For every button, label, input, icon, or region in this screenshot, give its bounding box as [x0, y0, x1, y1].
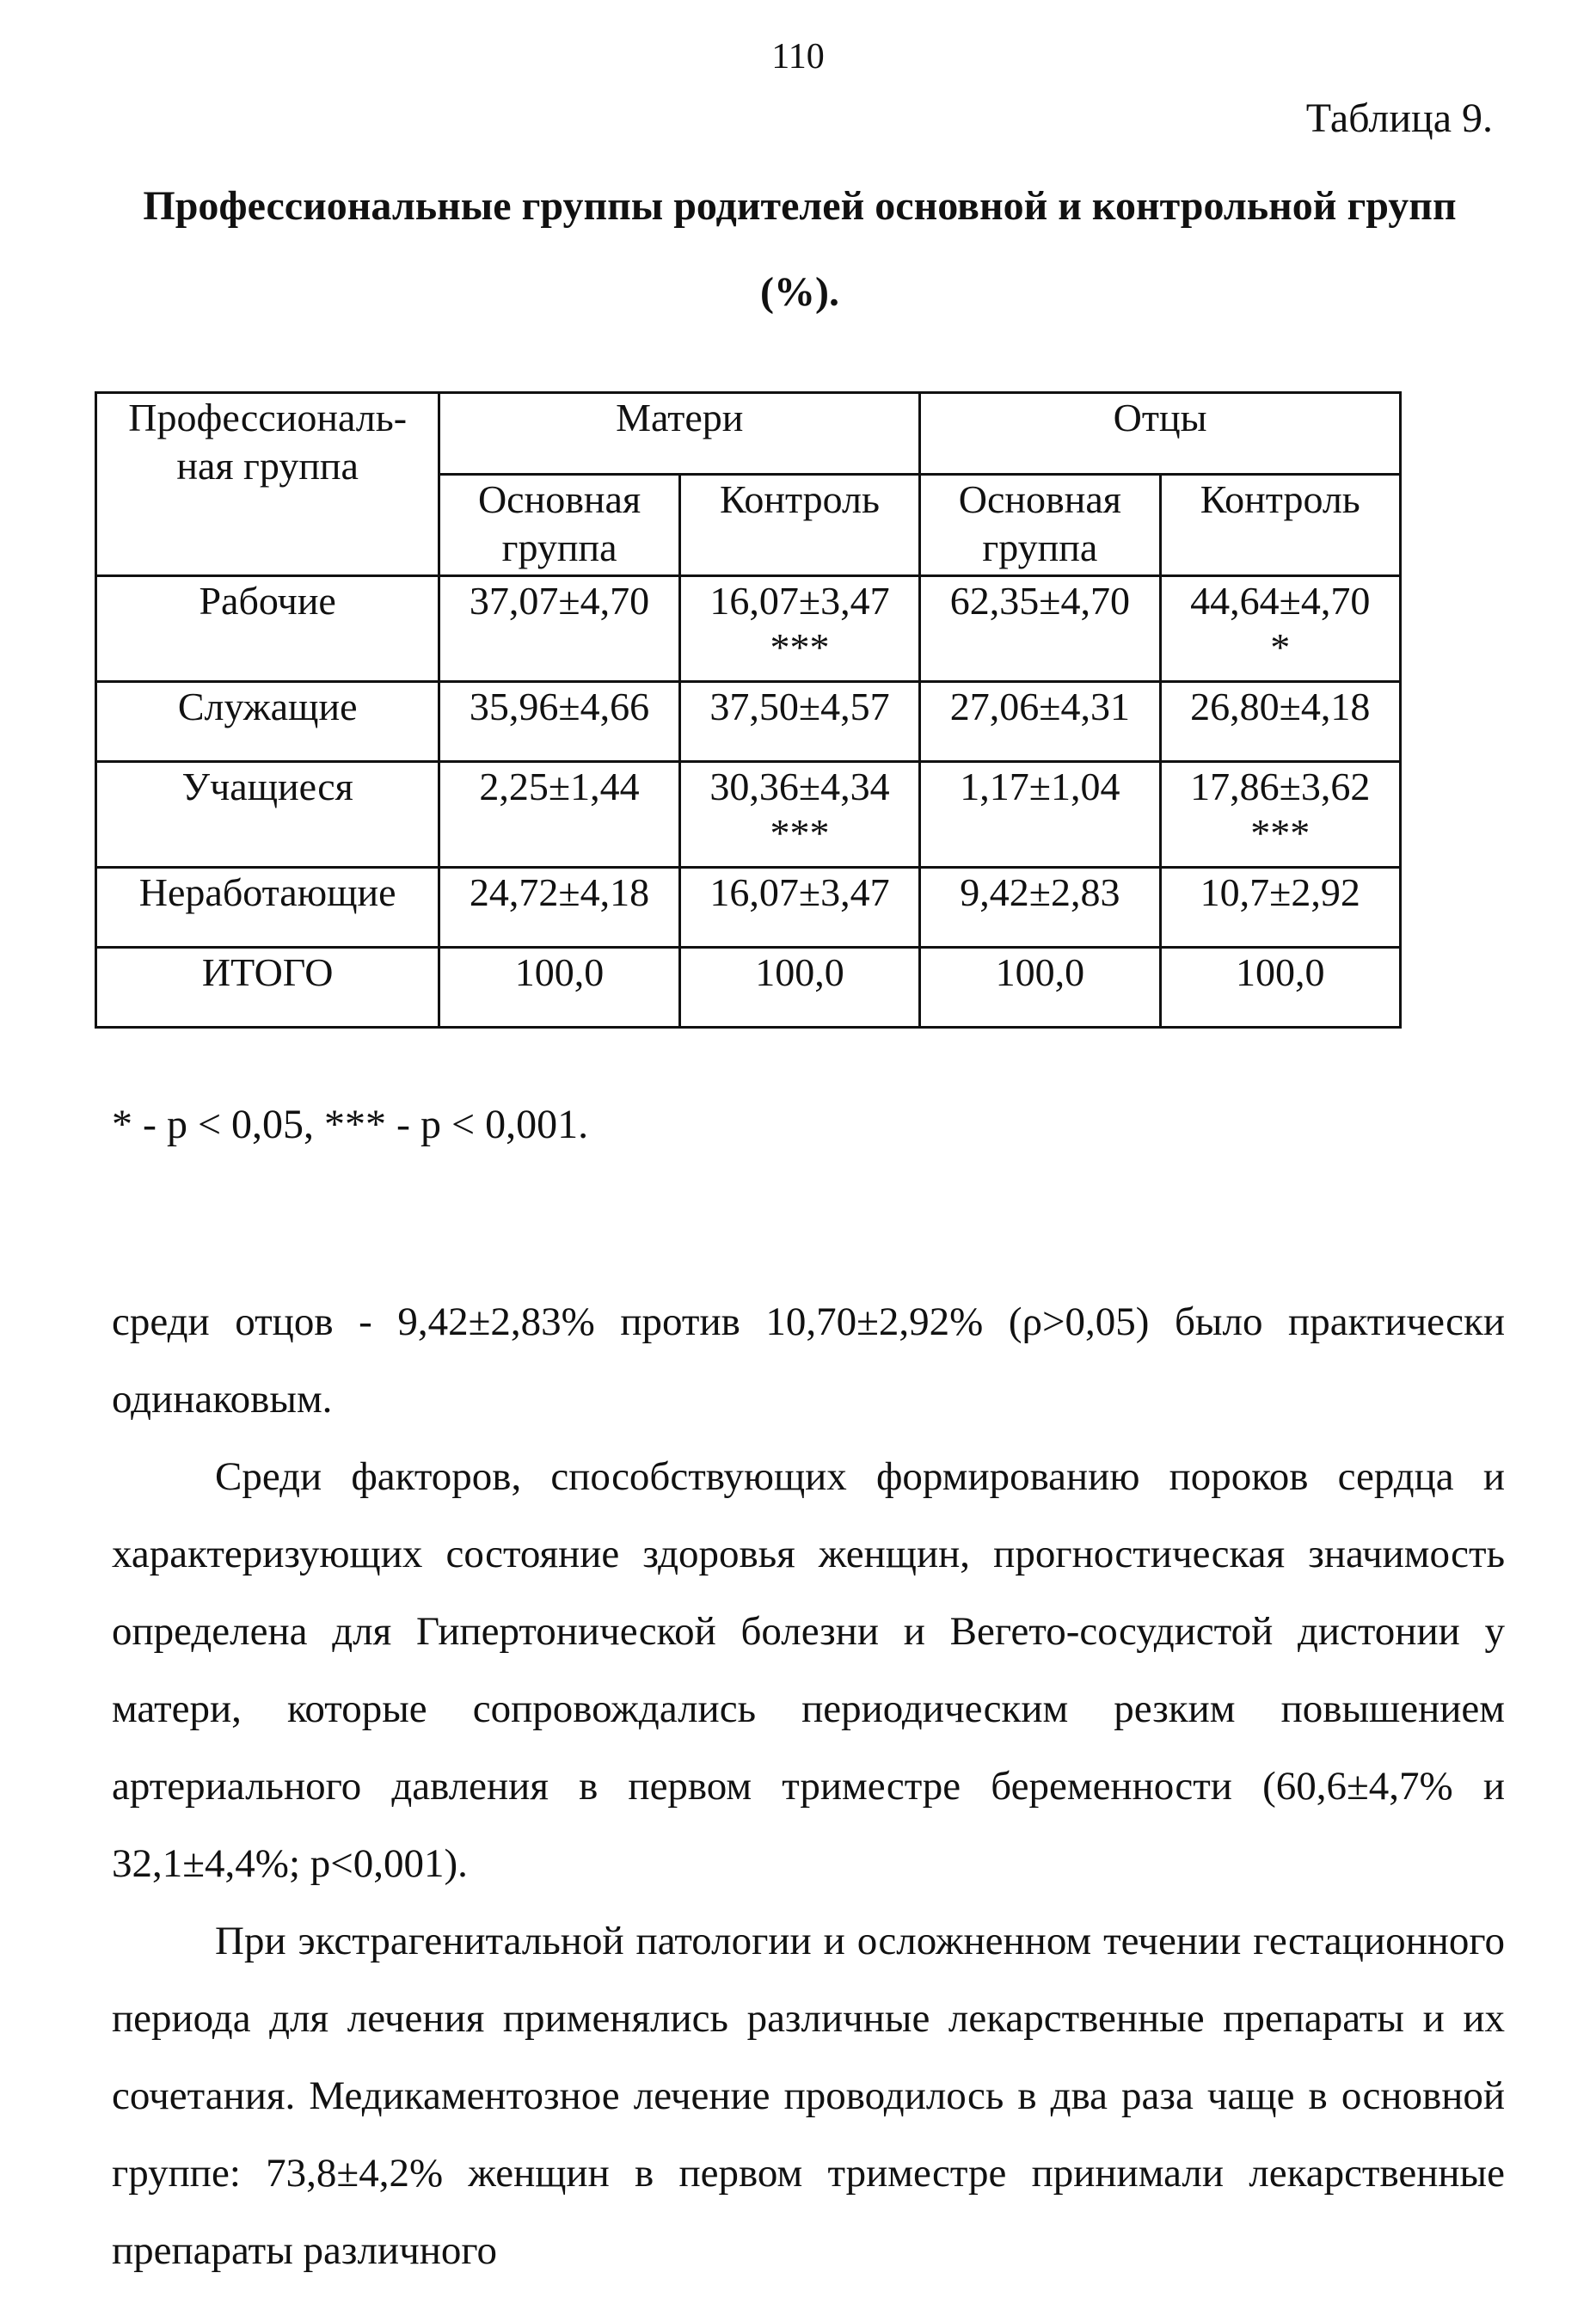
table-cell: [679, 868, 919, 948]
table-cell: [439, 682, 679, 762]
table-row-unemployed: [96, 868, 1401, 948]
body-paragraph: среди отцов - 9,42±2,83% против 10,70±2,92% (ρ>0,05) было практически одинаковым.: [112, 1299, 1505, 1422]
table-cell: [679, 682, 919, 762]
header-fathers: Отцы: [920, 393, 1401, 475]
cell-value: 10,7±2,92: [1200, 870, 1360, 914]
row-label: Служащие: [96, 682, 439, 762]
cell-value: 26,80±4,18: [1190, 685, 1371, 728]
row-label: ИТОГО: [96, 948, 439, 1028]
table-cell: [1160, 948, 1400, 1028]
cell-value: 9,42±2,83: [960, 870, 1120, 914]
body-paragraph: При экстрагенитальной патологии и осложненном течении гестационного периода для лечения применялись различные лекарственные препараты и их сочетания. Медикаментозное лечение проводилось в два раза чаще в основной группе: 73,8±4,2% женщин в первом триместре принимали лекарственные препараты различного: [112, 1919, 1505, 2273]
cell-value: 100,0: [995, 950, 1085, 994]
cell-value: 44,64±4,70: [1190, 579, 1371, 623]
cell-value: 37,07±4,70: [469, 579, 650, 623]
header-mothers: Матери: [439, 393, 920, 475]
table-cell: [439, 762, 679, 868]
body-paragraph: Среди факторов, способствующих формированию пороков сердца и характеризующих состояние здоровья женщин, прогностическая значимость определена для Гипертонической болезни и Вегето-сосудистой дистонии у матери, которые сопровождались периодическим резким повышением артериального давления в первом триместре беременности (60,6±4,7% и 32,1±4,4%; p<0,001).: [112, 1454, 1505, 1886]
page-title: Профессиональные группы родителей основной и контрольной групп (%).: [143, 183, 1457, 315]
cell-value: 35,96±4,66: [469, 685, 650, 728]
table-cell: [1160, 868, 1400, 948]
significance-mark: ***: [1250, 811, 1311, 855]
table-cell: [920, 868, 1160, 948]
cell-value: 100,0: [755, 950, 844, 994]
subheader-fathers-control: Контроль: [1160, 475, 1400, 576]
cell-value: 62,35±4,70: [949, 579, 1130, 623]
table-cell: [1160, 762, 1400, 868]
cell-value: 2,25±1,44: [479, 765, 640, 808]
cell-value: 30,36±4,34: [709, 765, 890, 808]
table-header-row: [96, 393, 1401, 475]
cell-value: 1,17±1,04: [960, 765, 1120, 808]
subheader-mothers-main: Основная группа: [439, 475, 679, 576]
table-footnote: * - p < 0,05, *** - p < 0,001.: [112, 1102, 589, 1147]
table-cell: [1160, 682, 1400, 762]
cell-value: 16,07±3,47: [709, 870, 890, 914]
page-number: 110: [771, 37, 825, 77]
subheader-mothers-control: Контроль: [679, 475, 919, 576]
table-cell: [920, 682, 1160, 762]
cell-value: 100,0: [514, 950, 605, 994]
table-row-employees: [96, 682, 1401, 762]
table-cell: [439, 868, 679, 948]
cell-value: 37,50±4,57: [709, 685, 890, 728]
table-cell: [439, 948, 679, 1028]
table-cell: [920, 762, 1160, 868]
row-label: Рабочие: [96, 576, 439, 682]
table-cell: [679, 948, 919, 1028]
significance-mark: *: [1270, 625, 1291, 669]
table-cell: [679, 576, 919, 682]
table-row-total: [96, 948, 1401, 1028]
cell-value: 24,72±4,18: [469, 870, 650, 914]
row-label: Неработающие: [96, 868, 439, 948]
significance-mark: ***: [770, 625, 830, 669]
table-cell: [1160, 576, 1400, 682]
cell-value: 27,06±4,31: [949, 685, 1130, 728]
subheader-fathers-main: Основная группа: [920, 475, 1160, 576]
table-row-workers: [96, 576, 1401, 682]
table-cell: [920, 576, 1160, 682]
cell-value: 16,07±3,47: [709, 579, 890, 623]
table-cell: [439, 576, 679, 682]
table-row-students: [96, 762, 1401, 868]
header-professional-group: Профессиональ-ная группа: [96, 393, 439, 576]
table-cell: [679, 762, 919, 868]
row-label: Учащиеся: [96, 762, 439, 868]
cell-value: 100,0: [1236, 950, 1325, 994]
table-cell: [920, 948, 1160, 1028]
significance-mark: ***: [770, 811, 830, 855]
cell-value: 17,86±3,62: [1190, 765, 1371, 808]
professional-groups-table: [95, 391, 1402, 1029]
table-label: Таблица 9.: [1305, 95, 1493, 141]
